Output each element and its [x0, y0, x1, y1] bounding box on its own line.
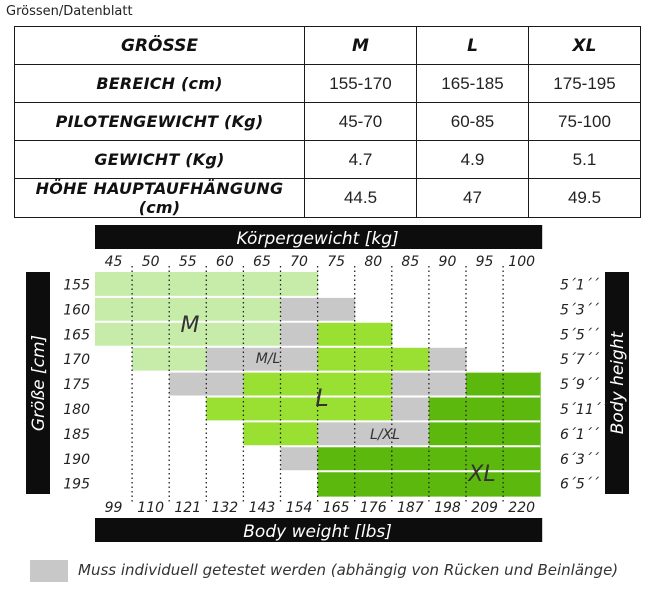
height-ft-label: 6´5´´	[560, 476, 599, 493]
chart-cell	[318, 421, 356, 446]
zone-label-xl: XL	[468, 462, 496, 487]
legend-swatch	[30, 560, 68, 582]
chart-cell	[429, 372, 467, 397]
chart-cell	[206, 297, 244, 322]
kg-tick-label: 85	[401, 254, 420, 270]
chart-cell	[355, 372, 393, 397]
chart-cell	[392, 446, 430, 471]
chart-cell	[281, 347, 319, 372]
row-label-suspension-height: HÖHE HAUPTAUFHÄNGUNG (cm)	[15, 179, 305, 218]
chart-cell	[429, 421, 467, 446]
cell-range-l: 165-185	[417, 65, 529, 103]
chart-cell	[429, 347, 467, 372]
chart-cell	[429, 397, 467, 422]
chart-cell	[503, 372, 541, 397]
chart-cell	[466, 397, 504, 422]
chart-cell	[355, 322, 393, 347]
zone-label-m-l: M/L	[255, 351, 281, 367]
chart-cell	[243, 372, 281, 397]
lbs-tick-label: 154	[285, 500, 313, 516]
chart-cell	[466, 372, 504, 397]
kg-tick-label: 75	[327, 254, 346, 270]
chart-cell	[169, 347, 207, 372]
chart-cell	[429, 471, 467, 496]
chart-cell	[318, 471, 356, 496]
chart-cell	[206, 322, 244, 347]
chart-cell	[281, 372, 319, 397]
header-xl: XL	[529, 27, 641, 65]
chart-cell	[392, 471, 430, 496]
lbs-tick-label: 220	[508, 500, 536, 516]
height-ft-label: 6´1´´	[560, 426, 599, 443]
chart-cell	[318, 347, 356, 372]
lbs-tick-label: 99	[104, 500, 123, 516]
legend-text: Muss individuell getestet werden (abhängig von Rücken und Beinlänge)	[78, 561, 619, 579]
chart-cell	[132, 347, 170, 372]
chart-cell	[206, 372, 244, 397]
chart-cell	[429, 446, 467, 471]
cell-susp-l: 47	[417, 179, 529, 218]
chart-cell	[318, 446, 356, 471]
chart-cell	[95, 322, 133, 347]
chart-cell	[281, 272, 319, 297]
cell-pilot-xl: 75-100	[529, 103, 641, 141]
height-ft-label: 5´7´´	[560, 352, 599, 369]
cell-susp-m: 44.5	[305, 179, 417, 218]
chart-cell	[318, 297, 356, 322]
kg-tick-label: 95	[475, 254, 494, 270]
cell-range-m: 155-170	[305, 65, 417, 103]
lbs-tick-label: 143	[248, 500, 276, 516]
chart-cell	[95, 297, 133, 322]
height-cm-label: 195	[63, 476, 90, 493]
row-label-range: BEREICH (cm)	[15, 65, 305, 103]
chart-cell	[281, 397, 319, 422]
lbs-tick-label: 176	[359, 500, 387, 516]
height-ft-label: 5´5´´	[560, 327, 599, 344]
cell-susp-xl: 49.5	[529, 179, 641, 218]
height-cm-label: 155	[63, 277, 90, 294]
chart-cell	[392, 397, 430, 422]
kg-tick-label: 70	[290, 254, 308, 270]
cell-weight-l: 4.9	[417, 141, 529, 179]
kg-tick-label: 90	[438, 254, 457, 270]
zone-label-l: L	[315, 384, 329, 412]
lbs-tick-label: 132	[211, 500, 239, 516]
chart-cell	[132, 322, 170, 347]
chart-cell	[503, 446, 541, 471]
cell-pilot-l: 60-85	[417, 103, 529, 141]
kg-tick-label: 65	[253, 254, 271, 270]
chart-cell	[281, 446, 319, 471]
lbs-tick-label: 165	[322, 500, 350, 516]
kg-tick-label: 60	[215, 254, 234, 270]
chart-cell	[392, 372, 430, 397]
row-label-pilot-weight: PILOTENGEWICHT (Kg)	[15, 103, 305, 141]
header-l: L	[417, 27, 529, 65]
chart-cell	[281, 322, 319, 347]
chart-cell	[466, 421, 504, 446]
kg-tick-label: 50	[141, 254, 160, 270]
height-cm-label: 170	[63, 352, 90, 369]
chart-cell	[169, 272, 207, 297]
chart-cell	[169, 372, 207, 397]
chart-cell	[206, 272, 244, 297]
cell-pilot-m: 45-70	[305, 103, 417, 141]
chart-cell	[503, 397, 541, 422]
kg-tick-label: 55	[178, 254, 197, 270]
chart-cell	[132, 297, 170, 322]
chart-cell	[355, 446, 393, 471]
chart-cell	[243, 297, 281, 322]
row-label-weight: GEWICHT (Kg)	[15, 141, 305, 179]
chart-cell	[355, 347, 393, 372]
lbs-tick-label: 198	[434, 500, 461, 516]
chart-cell	[206, 347, 244, 372]
lbs-tick-label: 110	[137, 500, 165, 516]
cell-weight-m: 4.7	[305, 141, 417, 179]
kg-tick-label: 100	[508, 254, 536, 270]
chart-cell	[243, 322, 281, 347]
height-cm-label: 185	[63, 426, 90, 443]
top-axis-title: Körpergewicht [kg]	[236, 229, 399, 249]
height-cm-label: 175	[63, 377, 90, 394]
header-size: GRÖSSE	[15, 27, 305, 65]
kg-tick-label: 80	[364, 254, 383, 270]
lbs-tick-label: 121	[174, 500, 202, 516]
chart-cell	[281, 297, 319, 322]
chart-cell	[503, 471, 541, 496]
chart-cell	[392, 347, 430, 372]
height-cm-label: 180	[63, 401, 90, 418]
bottom-axis-title: Body weight [lbs]	[243, 522, 392, 542]
zone-label-l-xl: L/XL	[370, 427, 400, 443]
height-ft-label: 5´11´´	[560, 401, 608, 418]
chart-cell	[318, 322, 356, 347]
right-axis-title: Body height	[608, 331, 628, 435]
header-m: M	[305, 27, 417, 65]
lbs-tick-label: 209	[471, 500, 498, 516]
lbs-tick-label: 187	[396, 500, 424, 516]
chart-cell	[243, 397, 281, 422]
height-cm-label: 190	[63, 451, 90, 468]
chart-cell	[243, 421, 281, 446]
height-ft-label: 6´3´´	[560, 451, 599, 468]
left-axis-title: Größe [cm]	[29, 334, 49, 432]
chart-cell	[95, 272, 133, 297]
cell-range-xl: 175-195	[529, 65, 641, 103]
chart-cell	[132, 272, 170, 297]
chart-cell	[355, 471, 393, 496]
chart-cell	[243, 272, 281, 297]
kg-tick-label: 45	[104, 254, 123, 270]
zone-label-m: M	[180, 313, 200, 338]
height-ft-label: 5´1´´	[560, 277, 599, 294]
page-caption: Grössen/Datenblatt	[6, 4, 133, 19]
height-ft-label: 5´9´´	[560, 377, 599, 394]
chart-cell	[281, 421, 319, 446]
chart-cell	[355, 397, 393, 422]
cell-weight-xl: 5.1	[529, 141, 641, 179]
height-cm-label: 165	[63, 327, 90, 344]
height-ft-label: 5´3´´	[560, 302, 599, 319]
chart-cell	[206, 397, 244, 422]
chart-cell	[503, 421, 541, 446]
height-cm-label: 160	[63, 302, 90, 319]
